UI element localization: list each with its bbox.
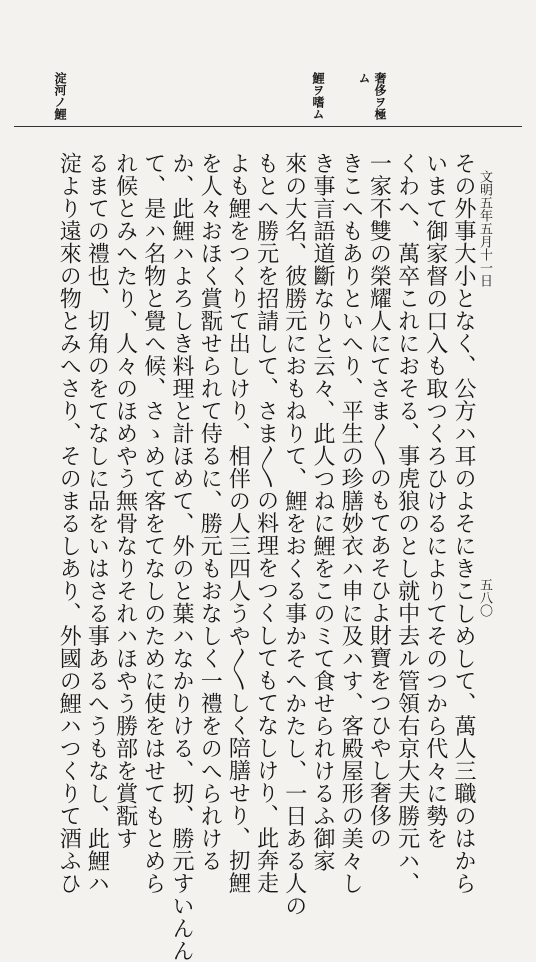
text-column: いまて御家督の口入も取つくろひけるによりてそのつから代々に勢を (422, 152, 448, 850)
page-number: 五八〇 (477, 578, 492, 617)
text-column: て、是ハ名物と覺へ候、さゝめて客をてなしのために使をはせてもとめら (140, 152, 166, 895)
text-column: を人々おほく賞翫せられて侍るに、勝元もおなしく一禮をのへられける (197, 152, 223, 872)
text-column: き事言語道斷なりと云々、此人つねに鯉をこのミて食せられけるふ御家 (310, 152, 335, 872)
text-column: れ候とみへたり、人々のほめやう無骨なりそれハほやう勝部を賞翫す (112, 152, 138, 850)
margin-note-extravagance-line2: ム (357, 72, 371, 84)
text-column: 淀より遠來の物とみへさり、そのまるしあり、外國の鯉ハつくりて酒ふひ (56, 152, 82, 895)
header-divider (14, 126, 522, 127)
text-column: か、此鯉ハよろしき料理と計ほめて、外のと葉ハなかりける、扨、勝元すいんん (169, 152, 194, 962)
text-column: 一家不雙の榮耀人にてさま〳〵のもてあそひよ財寶をつひやし奢侈の (366, 152, 392, 849)
text-column: くわへ、萬卒これにおそる、事虎狼のとし就中去ル管領右京大夫勝元ハ、 (394, 152, 420, 895)
margin-note-carp-fondness: 鯉ヲ嗜ム (311, 72, 325, 120)
text-column: きこへもありといへり、平生の珍膳妙衣ハ申に及ハす、客殿屋形の美々し (338, 152, 364, 895)
margin-note-extravagance (374, 72, 386, 120)
date-line: 文明五年五月十一日 (477, 170, 492, 287)
text-column: 來の大名、彼勝元におもねりて、鯉をおくる事かそへかたし、一日ある人の (281, 152, 307, 917)
margin-note-extravagance-line1: 奢侈ヲ極 (373, 72, 387, 120)
text-column: よも鯉をつくりて出しけり、相伴の人三四人うや〳〵しく陪膳せり、扨鯉 (225, 152, 251, 894)
margin-note-extravagance-cont (358, 72, 370, 84)
text-column: その外事大小となく、公方ハ耳のよそにきこしめして、萬人三職のはから (451, 152, 476, 895)
margin-note-yodo-carp: 淀河ノ鯉 (53, 72, 67, 120)
text-column: るまての禮也、切角のをてなしに品をいはさる事あるへうもなし、此鯉ハ (84, 152, 110, 895)
text-column: もとへ勝元を招請して、さま〳〵の料理をつくしてもてなしけり、此奔走 (253, 152, 279, 894)
